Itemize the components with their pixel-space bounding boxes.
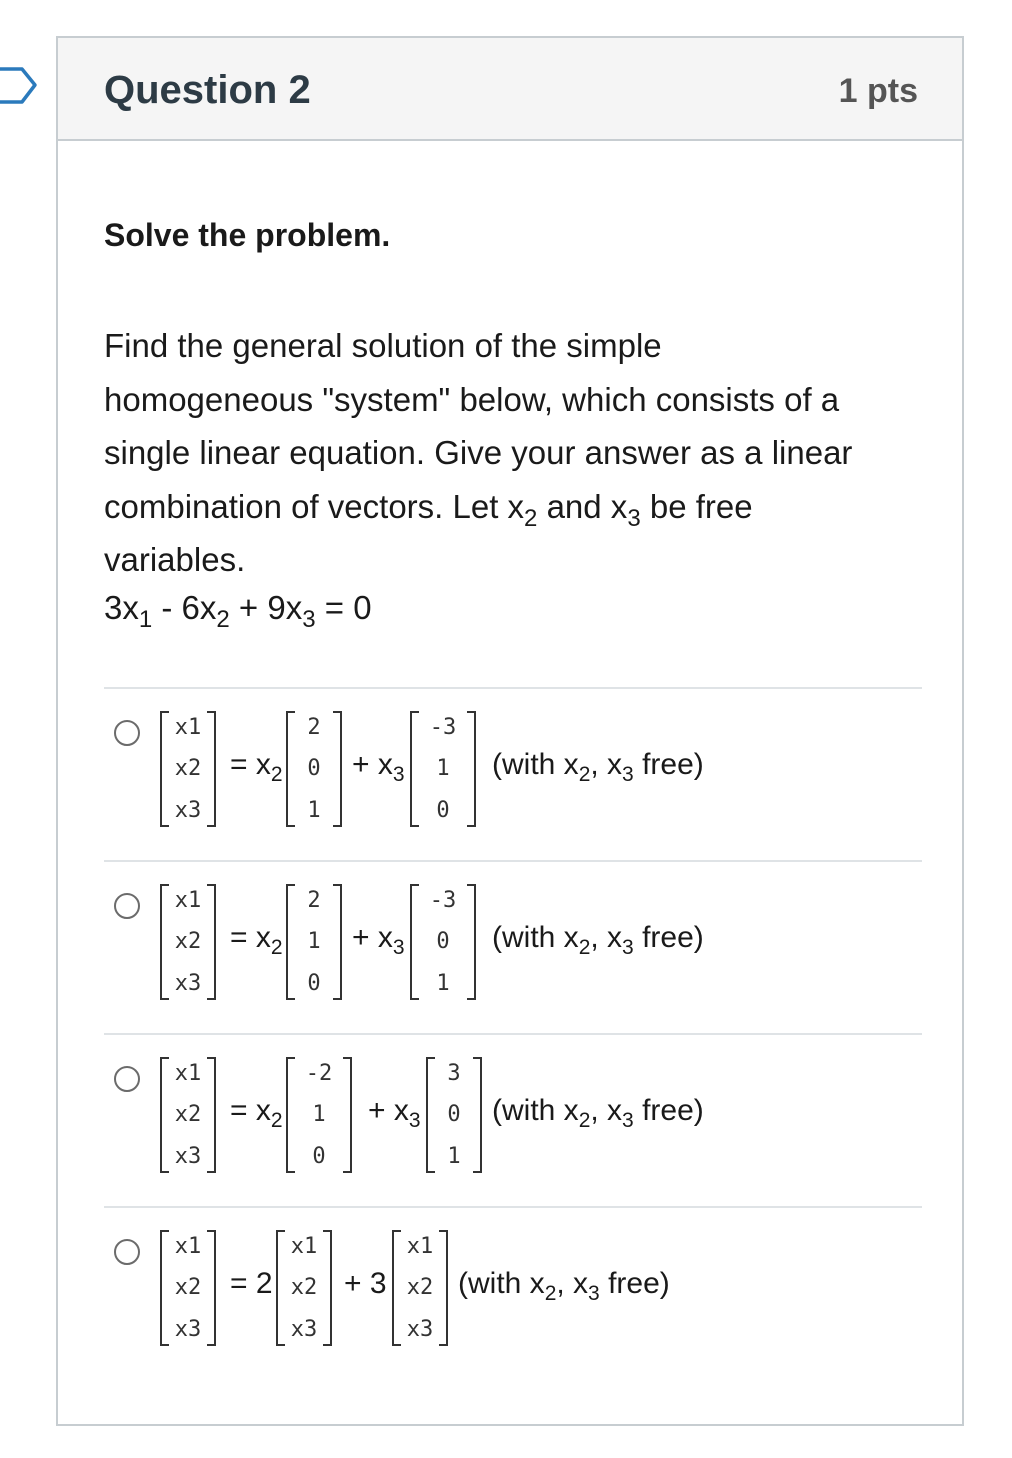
answer-radio-b[interactable] [114, 893, 140, 919]
equation: $3x_1 - 6x_2 + 9x_3 = 0$ [104, 589, 372, 633]
free-note: (with $x_2$, $x_3$ free) [458, 1267, 670, 1305]
answer-formula-b [160, 880, 920, 1005]
answer-option-d[interactable] [104, 1206, 922, 1379]
plus-x3: + $x_3$ [368, 1094, 421, 1132]
answer-radio-a[interactable] [114, 720, 140, 746]
vector-1: -2 1 0 [286, 1053, 352, 1178]
instruction-text: Solve the problem. [104, 217, 391, 253]
answer-radio-d[interactable] [114, 1239, 140, 1265]
question-title: Question 2 [104, 68, 311, 112]
equals-x2: = $x_2$ [230, 1094, 283, 1132]
prompt-line-2: homogeneous "system" below, which consists of a [104, 380, 840, 418]
vector-2: -3 1 0 [410, 707, 476, 832]
answer-option-b[interactable] [104, 860, 922, 1033]
plus-3: + 3 [344, 1267, 387, 1300]
vector-1: x1 x2 x3 [276, 1226, 332, 1351]
equals-x2: = $x_2$ [230, 921, 283, 959]
prompt-line-1: Find the general solution of the simple [104, 327, 662, 364]
question-prompt [104, 319, 914, 587]
prompt-line-4: combination of vectors. Let $x_2$ and $x_3$ be free [104, 487, 753, 532]
answer-option-a[interactable] [104, 687, 922, 860]
lhs-vector: x1 x2 x3 [160, 1053, 216, 1178]
answer-formula-d [160, 1226, 920, 1351]
answer-option-c[interactable] [104, 1033, 922, 1206]
free-note: (with $x_2$, $x_3$ free) [492, 748, 704, 786]
vector-1: 2 0 1 [286, 707, 342, 832]
vector-2: -3 0 1 [410, 880, 476, 1005]
answer-radio-c[interactable] [114, 1066, 140, 1092]
free-note: (with $x_2$, $x_3$ free) [492, 921, 704, 959]
equals-x2: = $x_2$ [230, 748, 283, 786]
question-card [56, 36, 964, 1426]
answer-formula-a [160, 707, 920, 832]
prompt-line-3: single linear equation. Give your answer as a linear [104, 434, 853, 471]
vector-2: x1 x2 x3 [392, 1226, 448, 1351]
lhs-vector: x1 x2 x3 [160, 707, 216, 832]
prompt-line-5: variables. [104, 541, 246, 578]
question-flag-icon[interactable] [0, 66, 38, 106]
equals-2: = 2 [230, 1267, 273, 1300]
vector-1: 2 1 0 [286, 880, 342, 1005]
vector-2: 3 0 1 [426, 1053, 482, 1178]
plus-x3: + $x_3$ [352, 748, 405, 786]
lhs-vector: x1 x2 x3 [160, 880, 216, 1005]
answer-formula-c [160, 1053, 920, 1178]
answer-list [104, 687, 922, 1379]
plus-x3: + $x_3$ [352, 921, 405, 959]
question-header [58, 38, 962, 141]
lhs-vector: x1 x2 x3 [160, 1226, 216, 1351]
question-points: 1 pts [838, 72, 918, 110]
free-note: (with $x_2$, $x_3$ free) [492, 1094, 704, 1132]
